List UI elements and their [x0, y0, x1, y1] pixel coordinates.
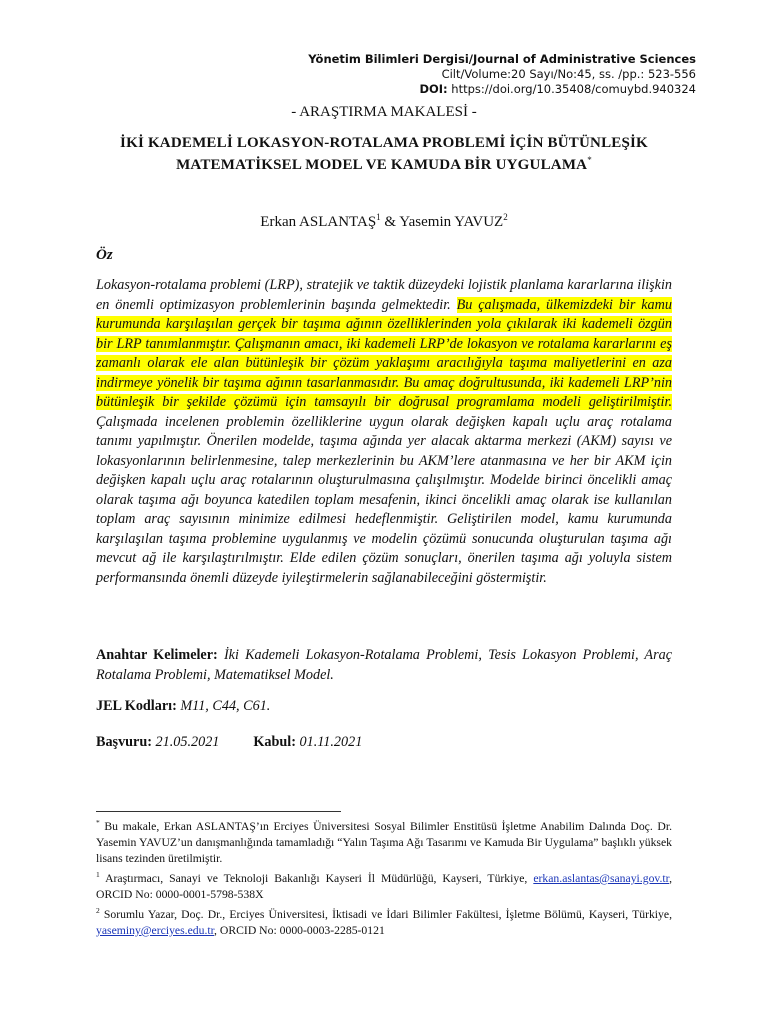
jel-value: M11, C44, C61.: [180, 698, 271, 714]
journal-name: Yönetim Bilimleri Dergisi/Journal of Administrative Sciences: [308, 52, 696, 66]
article-title: [120, 135, 648, 174]
article-type: - ARAŞTIRMA MAKALESİ -: [291, 104, 477, 120]
title-footnote-mark[interactable]: *: [587, 155, 592, 165]
footnote-1-text: Araştırmacı, Sanayi ve Teknoloji Bakanlığı Kayseri İl Müdürlüğü, Kayseri, Türkiye,: [105, 871, 528, 885]
author-yavuz: Yasemin YAVUZ: [399, 214, 504, 230]
footnote-2-orcid: , ORCID No: 0000-0003-2285-0121: [214, 923, 385, 937]
author-separator: &: [380, 214, 400, 230]
footnote-star: [96, 815, 672, 867]
footnote-star-text: Bu makale, Erkan ASLANTAŞ’ın Erciyes Üniversitesi Sosyal Bilimler Enstitüsü İşletme Anabilim Dalında Doç. Dr. Yasemin YAVUZ’un danışmanlığında tamamladığı “Yalın Taşıma Ağı Tasarımı ve Kamuda Bir Uygulama” başlıklı yüksek lisans tezinden üretilmiştir.: [96, 819, 672, 865]
abstract-part2: Çalışmada incelenen problemin özelliklerine uygun olarak değişken kapalı uçlu araç rotalama tanımı yapılmıştır. Önerilen modelde, taşıma ağında yer alacak aktarma merkezi (AKM) sayısı ve lokasyonlarının belirlenmesine, talep merkezlerinin bu AKM’lere atanmasına ve her bir AKM için değişken kapalı uçlu araç rotalarının oluşturulmasına çalışılmıştır. Modelde birinci öncelikli amaç olarak taşıma ağı boyunca katedilen toplam mesafenin, ikinci öncelikli amaç olarak ise kullanılan toplam araç sayısının minimize edilmesi hedeflenmiştir. Geliştirilen model, kamu kurumunda karşılaşılan taşıma problemine uygulanmış ve modelin çözümü sonucunda oluşturulan taşıma ağı mevcut ağ ile karşılaştırılmıştır. Elde edilen çözüm sonuçları, önerilen taşıma ağı yoluyla sistem performansında önemli düzeyde iyileştirmelerin sağlanabileceğini göstermiştir.: [96, 413, 672, 586]
doi-line: [308, 82, 696, 97]
received-label: Başvuru:: [96, 734, 152, 750]
footnote-star-mark: *: [96, 818, 100, 827]
submission-dates: [96, 734, 362, 751]
keywords-label: Anahtar Kelimeler:: [96, 647, 218, 663]
title-text: İKİ KADEMELİ LOKASYON-ROTALAMA PROBLEMİ İÇİN BÜTÜNLEŞİK MATEMATİKSEL MODEL VE KAMUDA BİR UYGULAMA: [120, 135, 648, 173]
email-link-aslantas[interactable]: erkan.aslantas@sanayi.gov.tr: [533, 871, 670, 885]
author-line: [0, 212, 768, 231]
footnote-2: [96, 903, 672, 939]
doi-link[interactable]: https://doi.org/10.35408/comuybd.940324: [451, 82, 696, 96]
volume-line: Cilt/Volume:20 Sayı/No:45, ss. /pp.: 523-556: [441, 67, 696, 81]
footnote-1: [96, 867, 672, 903]
accepted-date: 01.11.2021: [299, 734, 363, 750]
keywords: [96, 646, 672, 685]
abstract-body: [96, 276, 672, 588]
accepted-label: Kabul:: [253, 734, 296, 750]
abstract-heading: Öz: [96, 247, 113, 263]
received-date: 21.05.2021: [155, 734, 220, 750]
footnote-1-orcid: , ORCID No: 0000-0001-5798-538X: [96, 871, 673, 901]
author-aslantas: Erkan ASLANTAŞ: [260, 214, 377, 230]
author1-footnote-mark[interactable]: 1: [376, 212, 381, 222]
keywords-value: İki Kademeli Lokasyon-Rotalama Problemi, Tesis Lokasyon Problemi, Araç Rotalama Problemi, Matematiksel Model.: [96, 647, 673, 683]
jel-codes: [96, 698, 270, 715]
doi-label: DOI:: [419, 82, 448, 96]
email-link-yavuz[interactable]: yaseminy@erciyes.edu.tr: [96, 923, 215, 937]
footnote-divider: [96, 811, 341, 812]
abstract-highlighted: Bu çalışmada, ülkemizdeki bir kamu kurumunda karşılaşılan gerçek bir taşıma ağının özelliklerinden yola çıkılarak iki kademeli özgün bir LRP tanımlanmıştır. Çalışmanın amacı, iki kademeli LRP’de lokasyon ve rotalama kararlarını eş zamanlı olarak ele alan bütünleşik bir çözüm yaklaşımı aracılığıyla taşıma maliyetlerini en aza indirmeye yönelik bir taşıma ağının tasarlanmasıdır. Bu amaç doğrultusunda, iki kademeli LRP’nin bütünleşik bir şekilde çözümü için tamsayılı bir doğrusal programlama modeli geliştirilmiştir.: [96, 296, 672, 410]
author2-footnote-mark[interactable]: 2: [503, 212, 508, 222]
footnotes: [96, 815, 672, 939]
footnote-2-mark: 2: [96, 905, 100, 915]
footnote-2-text: Sorumlu Yazar, Doç. Dr., Erciyes Üniversitesi, İktisadi ve İdari Bilimler Fakültesi, İşletme Bölümü, Kayseri, Türkiye,: [103, 907, 673, 921]
jel-label: JEL Kodları:: [96, 698, 177, 714]
abstract-part1: Lokasyon-rotalama problemi (LRP), stratejik ve taktik düzeydeki lojistik planlama kararlarına ilişkin en önemli optimizasyon problemlerinin başında gelmektedir.: [96, 277, 672, 313]
footnote-1-mark: 1: [96, 869, 100, 879]
journal-header: [308, 52, 696, 97]
